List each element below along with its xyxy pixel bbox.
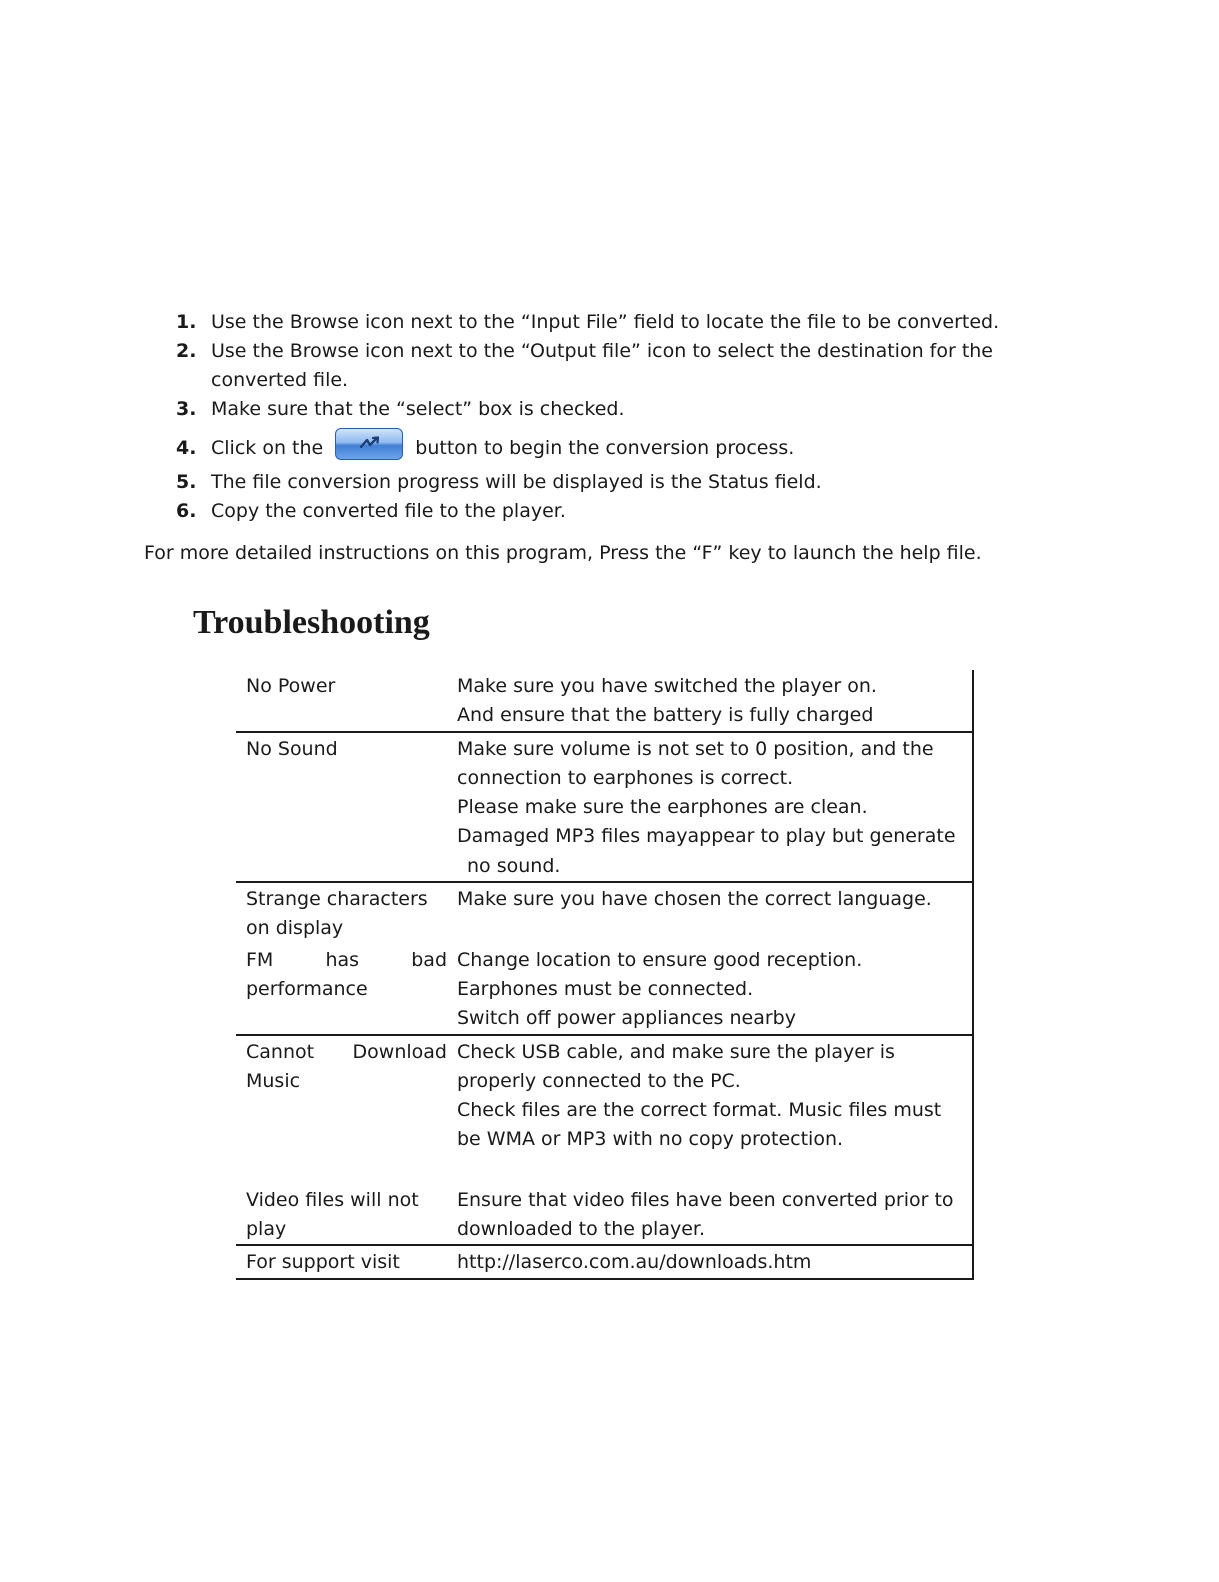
problem-cell xyxy=(236,946,447,1034)
step-text-line: Use the Browse icon next to the “Output file” icon to select the destination for the xyxy=(211,340,993,362)
step-4 xyxy=(176,434,1056,463)
step-number: 5. xyxy=(176,471,197,493)
problem-line: Video files will not xyxy=(246,1188,419,1211)
solution-cell xyxy=(447,735,972,881)
support-url: http://laserco.com.au/downloads.htm xyxy=(457,1251,812,1274)
step-number: 2. xyxy=(176,340,197,362)
step-2 xyxy=(176,337,1056,395)
solution-line: Make sure you have chosen the correct language. xyxy=(457,888,932,911)
solution-line: Ensure that video files have been converted prior to xyxy=(457,1188,954,1211)
step-number: 1. xyxy=(176,311,197,333)
troubleshooting-table xyxy=(236,670,974,1280)
solution-line: properly connected to the PC. xyxy=(457,1069,741,1092)
step-text: The file conversion progress will be displayed is the Status field. xyxy=(211,471,822,493)
solution-line: connection to earphones is correct. xyxy=(457,766,794,789)
problem-line: on display xyxy=(246,917,344,940)
solution-cell xyxy=(447,885,972,944)
solution-line: Switch off power appliances nearby xyxy=(457,1007,796,1030)
solution-line: no sound. xyxy=(467,854,561,877)
solution-line: downloaded to the player. xyxy=(457,1218,706,1241)
problem-cell xyxy=(236,1186,447,1245)
problem-line: Music xyxy=(246,1069,301,1092)
convert-arrow-icon xyxy=(358,435,382,453)
step-text-after: button to begin the conversion process. xyxy=(415,437,795,459)
table-row xyxy=(236,944,972,1036)
problem-cell xyxy=(236,1038,447,1184)
troubleshooting-heading: Troubleshooting xyxy=(193,604,430,641)
solution-cell xyxy=(447,946,972,1034)
problem-line: play xyxy=(246,1218,287,1241)
solution-line: And ensure that the battery is fully charged xyxy=(457,704,874,727)
step-text: Copy the converted file to the player. xyxy=(211,500,566,522)
step-6 xyxy=(176,497,1056,526)
solution-line: Damaged MP3 files mayappear to play but generate xyxy=(457,825,956,848)
table-row xyxy=(236,1246,972,1279)
problem-word: Cannot xyxy=(246,1040,315,1063)
solution-cell xyxy=(447,1038,972,1184)
step-5 xyxy=(176,468,1056,497)
solution-line: Check files are the correct format. Music files must xyxy=(457,1099,942,1122)
table-row xyxy=(236,733,972,883)
problem-line: Strange characters xyxy=(246,888,428,911)
step-number: 4. xyxy=(176,437,197,459)
problem-line: performance xyxy=(246,977,368,1000)
step-1 xyxy=(176,308,1056,337)
solution-line: be WMA or MP3 with no copy protection. xyxy=(457,1128,844,1151)
problem-word: bad xyxy=(411,948,447,971)
step-text: Make sure that the “select” box is checked. xyxy=(211,398,625,420)
solution-line: Change location to ensure good reception. xyxy=(457,948,863,971)
solution-line: Please make sure the earphones are clean. xyxy=(457,796,868,819)
step-number: 3. xyxy=(176,398,197,420)
solution-line: Earphones must be connected. xyxy=(457,977,754,1000)
problem-cell: No Power xyxy=(246,675,336,697)
step-text xyxy=(211,337,1056,395)
step-3 xyxy=(176,395,1056,424)
step-text xyxy=(211,434,1056,463)
solution-line: Make sure you have switched the player on. xyxy=(457,675,877,697)
problem-cell: For support visit xyxy=(246,1251,400,1274)
help-instructions-note: For more detailed instructions on this program, Press the “F” key to launch the help file. xyxy=(144,542,982,564)
table-row xyxy=(236,1184,972,1247)
solution-cell xyxy=(447,1248,972,1277)
table-row xyxy=(236,883,972,944)
table-row xyxy=(236,1036,972,1184)
problem-word: FM xyxy=(246,948,274,971)
step-text: Use the Browse icon next to the “Input File” field to locate the file to be converted. xyxy=(211,311,1000,333)
problem-line xyxy=(246,946,447,975)
blank-line xyxy=(457,1155,972,1184)
solution-line: Make sure volume is not set to 0 position, and the xyxy=(457,737,934,760)
solution-cell xyxy=(447,672,972,731)
solution-line: Check USB cable, and make sure the player is xyxy=(457,1040,895,1063)
conversion-steps-list xyxy=(176,308,1056,526)
solution-cell xyxy=(447,1186,972,1245)
step-text-before: Click on the xyxy=(211,437,324,459)
table-row xyxy=(236,670,972,733)
problem-cell xyxy=(236,885,447,944)
convert-button-image xyxy=(335,428,403,460)
problem-cell: No Sound xyxy=(246,737,338,760)
problem-line xyxy=(246,1038,447,1067)
problem-word: Download xyxy=(352,1040,447,1063)
step-text-line: converted file. xyxy=(211,369,349,391)
step-number: 6. xyxy=(176,500,197,522)
problem-word: has xyxy=(325,948,360,971)
